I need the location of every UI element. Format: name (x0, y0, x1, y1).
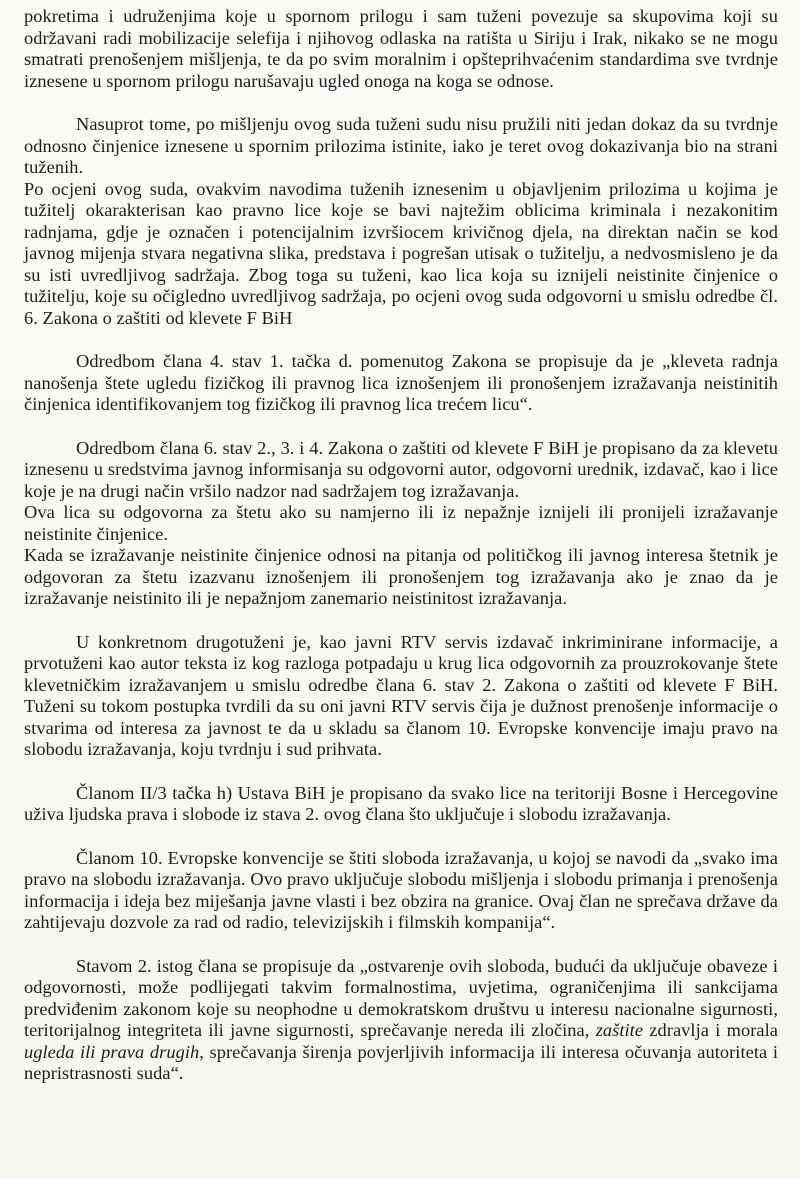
paragraph-paragraph-2 (24, 956, 778, 1085)
paragraph-continuation: pokretima i udruženjima koje u spornom prilogu i sam tuženi povezuje sa skupovima koji su održavani radi mobilizacije selefija i njihovog odlaska na ratišta u Siriju i Irak, nikako se ne mogu smatrati prenošenjem mišljenja, te da po svim moralnim i opšteprihvaćenim standardima sve tvrdnje iznesene u spornom prilogu narušavaju ugled onoga na koga se odnose. (24, 6, 778, 91)
paragraph-text-part-1: Stavom 2. istog člana se propisuje da „ostvarenje ovih sloboda, budući da uključuje obaveze i odgovornosti, može podlijegati takvim formalnostima, uvjetima, ograničenjima ili sankcijama predviđenim zakonom koje su neophodne u demokratskom društvu u interesu nacionalne sigurnosti, teritorijalnog integriteta ili javne sigurnosti, sprečavanje nereda ili zločina, (24, 955, 778, 1040)
paragraph-article-4: Odredbom člana 4. stav 1. tačka d. pomenutog Zakona se propisuje da je „kleveta radnja nanošenja štete ugledu fizičkog ili pravnog lica iznošenjem ili pronošenjem izražavanja neistinitih činjenica identifikovanjem tog fizičkog ili pravnog lica trećem licu“. (24, 351, 778, 414)
italic-text-zastite: zaštite (595, 1020, 644, 1040)
paragraph-article-10: Članom 10. Evropske konvencije se štiti sloboda izražavanja, u kojoj se navodi da „svako ima pravo na slobodu izražavanja. Ovo pravo uključuje slobodu mišljenja i slobodu primanja i prenošenja informacija i ideja bez miješanja javne vlasti i bez obzira na granice. Ovaj član ne sprečava države da zahtijevaju dozvole za rad od radio, televizijskih i filmskih kompanija“. (24, 847, 778, 932)
paragraph-text-part-2: zdravlja i morala (643, 1020, 778, 1040)
paragraph-public-interest: Kada se izražavanje neistinite činjenice odnosi na pitanja od političkog ili javnog interesa štetnik je odgovoran za štetu izazvanu iznošenjem ili pronošenjem tog izražavanja ako je znao da je izražavanje neistinito ili je nepažnjom zanemario neistinitost izražavanja. (24, 545, 778, 608)
paragraph-article-6: Odredbom člana 6. stav 2., 3. i 4. Zakona o zaštiti od klevete F BiH je propisano da za klevetu iznesenu u sredstvima javnog informisanja su odgovorni autor, odgovorni urednik, izdavač, kao i lice koje je na drugi način vršilo nadzor nad sadržajem tog izražavanja. (24, 437, 778, 501)
paragraph-liability: Ova lica su odgovorna za štetu ako su namjerno ili iz nepažnje iznijeli ili pronijeli izražavanje neistinite činjenice. (24, 502, 778, 544)
italic-text-ugleda: ugleda ili prava drugih (24, 1041, 200, 1062)
paragraph-constitution: Članom II/3 tačka h) Ustava BiH je propisano da svako lice na teritoriji Bosne i Hercegovine uživa ljudska prava i slobode iz stava 2. ovog člana što uključuje i slobodu izražavanja. (24, 782, 778, 824)
paragraph-no-evidence: Nasuprot tome, po mišljenju ovog suda tuženi sudu nisu pružili niti jedan dokaz da su tvrdnje odnosno činjenice iznesene u spornim prilozima istinite, iako je teret ovog dokazivanja bio na strani tuženih. (24, 114, 778, 177)
paragraph-concrete-case: U konkretnom drugotuženi je, kao javni RTV servis izdavač inkriminirane informacije, a prvotuženi kao autor teksta iz kog razloga potpadaju u krug lica odgovornih za prouzrokovanje štete klevetničkim izražavanjem u smislu odredbe člana 6. stav 2. Zakona o zaštiti od klevete F BiH. Tuženi su tokom postupka tvrdili da su oni javni RTV servis čija je dužnost prenošenje informacije o stvarima od interesa za javnost te da u skladu sa članom 10. Evropske konvencije imaju pravo na slobodu izražavanja, koju tvrdnju i sud prihvata. (24, 631, 778, 759)
paragraph-text-part-3: , sprečavanja širenja povjerljivih informacija ili interesa očuvanja autoriteta i nepristrasnosti suda“. (24, 1041, 778, 1083)
paragraph-court-assessment: Po ocjeni ovog suda, ovakvim navodima tuženih iznesenim u objavljenim prilozima u kojima je tužitelj okarakterisan kao pravno lice koje se bavi najtežim oblicima kriminala i nezakonitim radnjama, gdje je označen i potencijalnim izvršiocem krivičnog djela, na direktan način se kod javnog mijenja stvara negativna slika, predstava i pogrešan utisak o tužitelju, a nedvosmisleno je da su isti uvredljivog sadržaja. Zbog toga su tuženi, kao lica koja su iznijeli neistinite činjenice o tužitelju, koje su očigledno uvredljivog sadržaja, po ocjeni ovog suda odgovorni u smislu odredbe čl. 6. Zakona o zaštiti od klevete F BiH (24, 178, 778, 328)
